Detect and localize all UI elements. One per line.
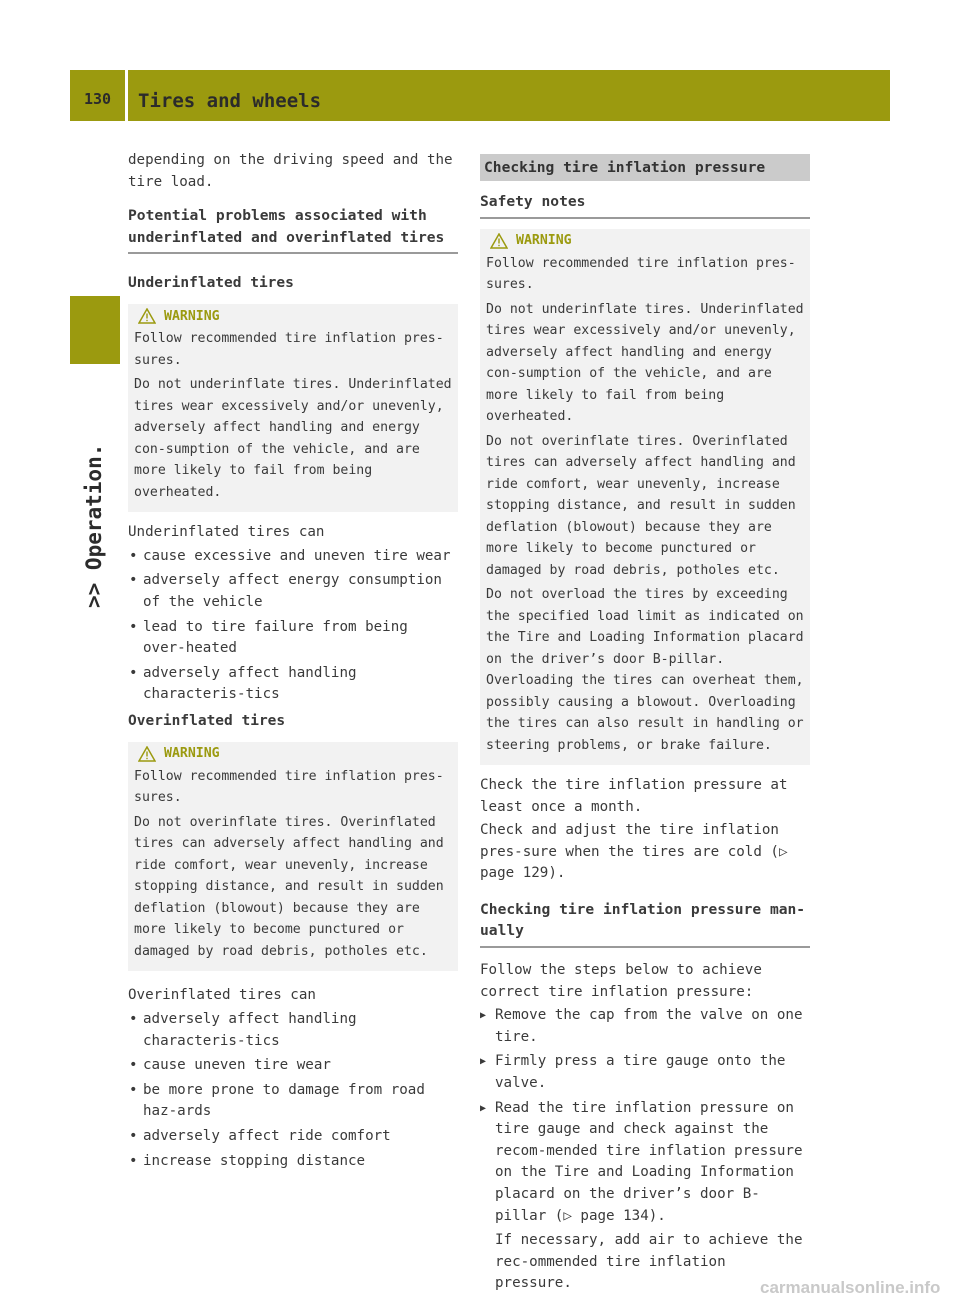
warning-text: Follow recommended tire inflation pres-sures. (134, 331, 444, 368)
warning-box-safety (480, 229, 810, 766)
section-title-problems: Potential problems associated with underinflated and overinflated tires (128, 205, 458, 254)
list-item: • cause excessive and uneven tire wear (128, 546, 458, 568)
step-item: ▶ Remove the cap from the valve on one tire. (480, 1005, 810, 1048)
warning-title: WARNING (516, 233, 572, 248)
watermark: carmanualsonline.info (760, 1278, 941, 1297)
step-item: ▶ Firmly press a tire gauge onto the valve. (480, 1051, 810, 1094)
subheading-underinflated: Underinflated tires (128, 275, 294, 292)
warning-triangle-icon (490, 233, 508, 249)
safety-notes-title: Safety notes (480, 191, 810, 219)
bullet-list-overinflated (128, 1009, 458, 1172)
warning-text: Do not underinflate tires. Underinflated tires wear excessively and/or unevenly, adversely affect handling and energy con-sumption of the vehicle, and are more likely to fail from being overheated. (486, 301, 804, 424)
warning-text: Do not overload the tires by exceeding the specified load limit as indicated on the Tire and Loading Information placard on the driver’s door B-pillar. Overloading the tires can overheat them, possibly causing a blowout. Overloading the tires can also result in handling or steering problems, or brake failure. (486, 587, 804, 753)
warning-title: WARNING (164, 746, 220, 762)
check-cold-paragraph: Check and adjust the tire inflation pres-sure when the tires are cold (▷ page 129). (480, 822, 788, 882)
manual-check-title: Checking tire inflation pressure man-ually (480, 899, 810, 948)
right-column (480, 154, 810, 1298)
list-item: • lead to tire failure from being over-heated (128, 617, 458, 660)
subheading-overinflated: Overinflated tires (128, 712, 286, 729)
warning-text: Do not overinflate tires. Overinflated tires can adversely affect handling and ride comfort, wear unevenly, increase stopping distance, and result in sudden deflation (blowout) because they are more likely to become punctured or damaged by road debris, potholes etc. (134, 814, 444, 959)
warning-text: Do not overinflate tires. Overinflated tires can adversely affect handling and ride comfort, wear unevenly, increase stopping distance, and result in sudden deflation (blowout) because they are more likely to become punctured or damaged by road debris, potholes etc. (486, 433, 796, 578)
warning-title: WARNING (164, 308, 220, 324)
side-section-label (70, 378, 120, 618)
step-list (480, 1005, 810, 1295)
page-number: 130 (83, 90, 112, 108)
list-item: • cause uneven tire wear (128, 1055, 458, 1077)
list-item: • adversely affect handling characteris-tics (128, 1009, 458, 1052)
list-lead: Underinflated tires can (128, 524, 325, 541)
list-item: • be more prone to damage from road haz-ards (128, 1080, 458, 1123)
side-tab-marker (70, 296, 120, 364)
section-heading-checking-pressure: Checking tire inflation pressure (480, 154, 810, 181)
warning-triangle-icon (138, 746, 156, 762)
list-item: • increase stopping distance (128, 1151, 458, 1173)
warning-text: Follow recommended tire inflation pres-sures. (134, 768, 444, 806)
warning-triangle-icon (138, 308, 156, 324)
list-item: • adversely affect energy consumption of the vehicle (128, 570, 458, 613)
intro-paragraph: depending on the driving speed and the tire load. (128, 152, 453, 190)
warning-box-underinflated (128, 304, 458, 512)
warning-text: Do not underinflate tires. Underinflated tires wear excessively and/or unevenly, adversely affect handling and energy con-sumption of the vehicle, and are more likely to fail from being overheated. (134, 377, 452, 500)
chapter-title: Tires and wheels (138, 90, 322, 112)
list-item: • adversely affect handling characteris-tics (128, 663, 458, 706)
header-divider (125, 70, 128, 121)
warning-box-overinflated (128, 742, 458, 972)
manual-intro-paragraph: Follow the steps below to achieve correct tire inflation pressure: (480, 961, 762, 1000)
side-section-label-text: >> Operation. (82, 443, 106, 608)
list-item: • adversely affect ride comfort (128, 1126, 458, 1148)
check-frequency-paragraph: Check the tire inflation pressure at least once a month. (480, 777, 788, 815)
step-item: ▶ Read the tire inflation pressure on tire gauge and check against the recom-mended tire inflation pressure on the Tire and Loading Information placard on the driver’s door B-pillar (▷ page 134). (480, 1098, 810, 1228)
step-result: If necessary, add air to achieve the rec-ommended tire inflation pressure. (495, 1232, 803, 1292)
left-column (128, 150, 458, 1175)
list-lead: Overinflated tires can (128, 987, 316, 1004)
warning-text: Follow recommended tire inflation pres-sures. (486, 255, 796, 292)
bullet-list-underinflated (128, 546, 458, 706)
